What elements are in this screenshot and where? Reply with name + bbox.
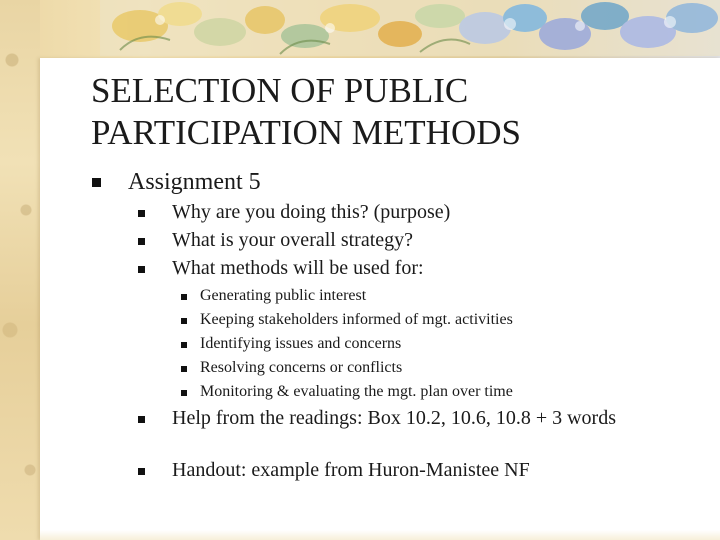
sub-bullet-resolving: Resolving concerns or conflicts xyxy=(200,359,403,376)
bullet-square-icon xyxy=(138,416,145,423)
bullet-purpose: Why are you doing this? (purpose) xyxy=(172,201,451,223)
bullet-square-icon xyxy=(138,468,145,475)
bullet-square-icon xyxy=(181,366,187,372)
bullet-methods: What methods will be used for: xyxy=(172,257,424,279)
bullet-readings: Help from the readings: Box 10.2, 10.6, 10.8 + 3 words xyxy=(172,407,617,429)
bullet-square-icon xyxy=(138,266,145,273)
flower-painting-banner xyxy=(100,0,720,56)
parchment-left-band xyxy=(0,0,40,540)
panel-bottom-fade xyxy=(40,530,720,540)
bullet-square-icon xyxy=(92,178,101,187)
slide-title xyxy=(91,70,691,154)
sub-bullet-identifying: Identifying issues and concerns xyxy=(200,335,402,352)
bullet-square-icon xyxy=(138,238,145,245)
bullet-square-icon xyxy=(181,318,187,324)
slide-title-line-1: SELECTION OF PUBLIC xyxy=(91,71,469,110)
slide-title-line-2: PARTICIPATION METHODS xyxy=(91,113,521,152)
sub-bullet-keeping: Keeping stakeholders informed of mgt. activities xyxy=(200,311,513,328)
bullet-square-icon xyxy=(181,294,187,300)
bullet-strategy: What is your overall strategy? xyxy=(172,229,414,251)
sub-bullet-generating: Generating public interest xyxy=(200,287,367,304)
bullet-square-icon xyxy=(138,210,145,217)
bullet-handout: Handout: example from Huron-Manistee NF xyxy=(172,459,530,481)
bullet-square-icon xyxy=(181,342,187,348)
sub-bullet-monitoring: Monitoring & evaluating the mgt. plan over time xyxy=(200,383,513,400)
bullet-square-icon xyxy=(181,390,187,396)
bullet-assignment: Assignment 5 xyxy=(128,169,261,195)
